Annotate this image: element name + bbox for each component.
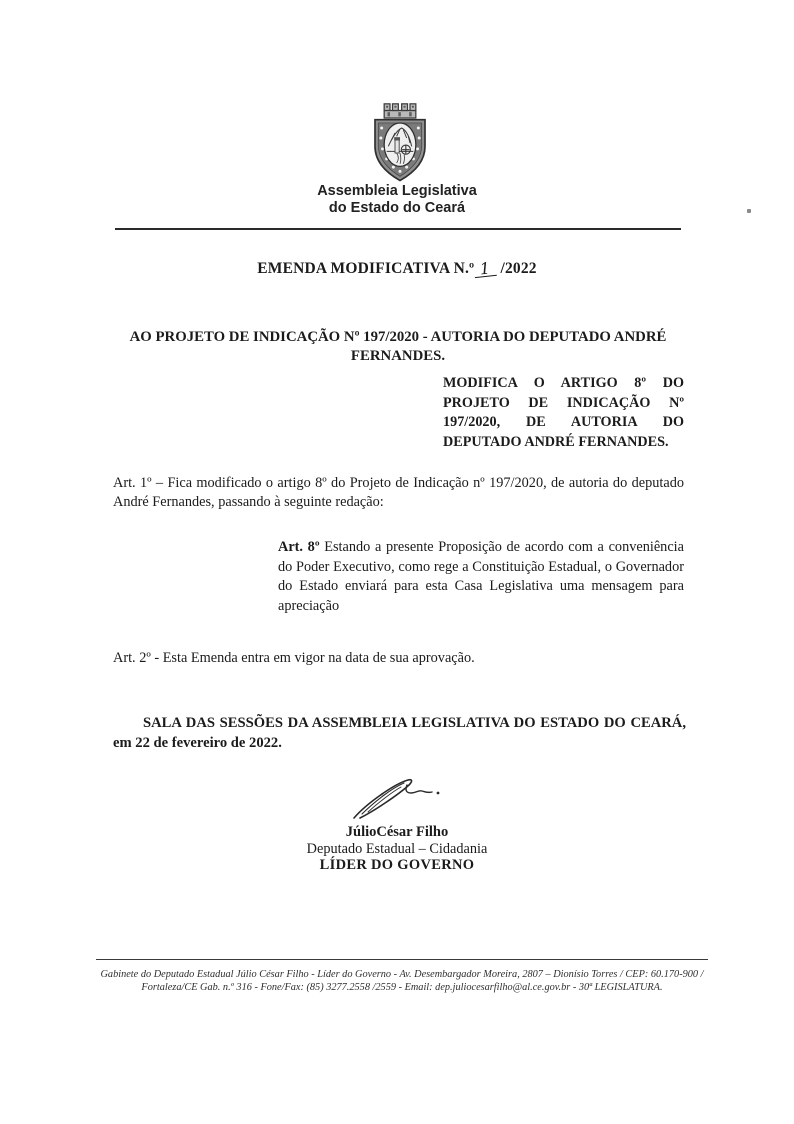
- article-2: Art. 2º - Esta Emenda entra em vigor na data de sua aprovação.: [113, 650, 475, 666]
- document-title: [112, 260, 682, 278]
- signer-title: LÍDER DO GOVERNO: [319, 857, 475, 873]
- handwritten-number: 1: [474, 261, 497, 278]
- article-8-text: Estando a presente Proposição de acordo com a conveniência do Poder Executivo, como rege a Constituição Estadual, o Governador do Estado enviará para esta Casa Legislativa uma mensagem para apreciação: [278, 539, 684, 614]
- title-prefix: EMENDA MODIFICATIVA N.º: [257, 260, 475, 277]
- signer-role: Deputado Estadual – Cidadania: [306, 841, 488, 857]
- org-name: [112, 183, 682, 217]
- footer-contact: [97, 969, 707, 994]
- ceara-coat-of-arms-icon: [357, 103, 443, 183]
- article-8-label: Art. 8º: [278, 539, 320, 555]
- header-divider: [115, 228, 681, 230]
- org-name-line2: do Estado do Ceará: [328, 200, 466, 216]
- scan-speck: [747, 209, 751, 213]
- title-suffix: /2022: [500, 260, 537, 277]
- signer-name: JúlioCésar Filho: [345, 824, 449, 840]
- closing-statement: SALA DAS SESSÕES DA ASSEMBLEIA LEGISLATIVA DO ESTADO DO CEARÁ, em 22 de fevereiro de 2022.: [113, 715, 686, 751]
- org-name-line1: Assembleia Legislativa: [317, 183, 477, 199]
- footer-line2: Fortaleza/CE Gab. n.º 316 - Fone/Fax: (85) 3277.2558 /2559 - Email: dep.juliocesarfilho@al.ce.gov.br - 30ª LEGISLATURA.: [141, 981, 663, 993]
- signature-icon: [348, 776, 448, 822]
- subject-line: AO PROJETO DE INDICAÇÃO Nº 197/2020 - AUTORIA DO DEPUTADO ANDRÉ FERNANDES.: [129, 329, 667, 364]
- footer-divider: [96, 959, 708, 960]
- article-8-quote: [278, 538, 684, 616]
- footer-line1: Gabinete do Deputado Estadual Júlio César Filho - Líder do Governo - Av. Desembargador Moreira, 2807 – Dionísio Torres / CEP: 60.170-900 /: [100, 969, 704, 980]
- article-1: Art. 1º – Fica modificado o artigo 8º do Projeto de Indicação nº 197/2020, de autoria do deputado André Fernandes, passando à seguinte redação:: [113, 475, 684, 510]
- ementa-block: MODIFICA O ARTIGO 8º DO PROJETO DE INDICAÇÃO Nº 197/2020, DE AUTORIA DO DEPUTADO ANDRÉ FERNANDES.: [443, 375, 684, 450]
